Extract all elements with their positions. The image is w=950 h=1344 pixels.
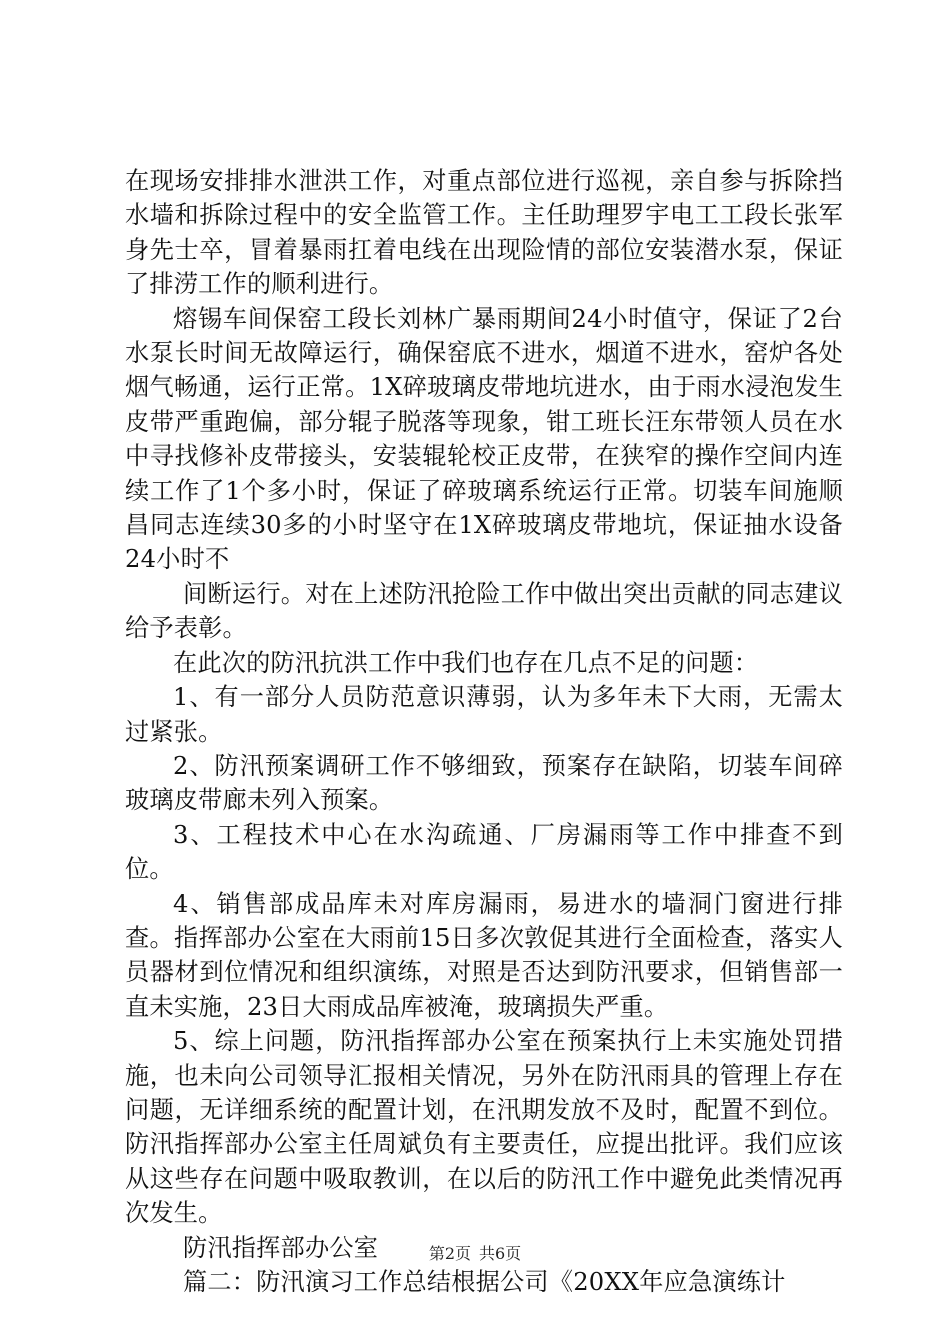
paragraph-part-two-heading: 篇二：防汛演习工作总结根据公司《20XX年应急演练计: [183, 1268, 786, 1296]
paragraph-issue-4: 4、销售部成品库未对库房漏雨，易进水的墙洞门窗进行排查。指挥部办公室在大雨前15日多次敦促其进行全面检查，落实人员器材到位情况和组织演练，对照是否达到防汛要求，但销售部一直未实施，23日大雨成品库被淹，玻璃损失严重。: [125, 889, 843, 1021]
paragraph-continuation: 在现场安排排水泄洪工作，对重点部位进行巡视，亲自参与拆除挡水墙和拆除过程中的安全监管工作。主任助理罗宇电工工段长张军身先士卒，冒着暴雨扛着电线在出现险情的部位安装潜水泵，保证了排涝工作的顺利进行。: [125, 167, 843, 299]
paragraph-commendation: 间断运行。对在上述防汛抢险工作中做出突出贡献的同志建议给予表彰。: [125, 579, 843, 643]
document-body: [125, 164, 843, 1299]
paragraph-issue-3: 3、工程技术中心在水沟疏通、厂房漏雨等工作中排查不到位。: [125, 820, 843, 884]
paragraph-shortcomings-intro: 在此次的防汛抗洪工作中我们也存在几点不足的问题：: [173, 648, 759, 677]
page-footer: [0, 1244, 950, 1264]
paragraph-issue-2: 2、防汛预案调研工作不够细致，预案存在缺陷，切装车间碎玻璃皮带廊未列入预案。: [125, 751, 843, 815]
page-number-total: 共6页: [479, 1244, 522, 1263]
page-number-current: 第2页: [428, 1244, 471, 1263]
paragraph-issue-5: 5、综上问题，防汛指挥部办公室在预案执行上未实施处罚措施，也未向公司领导汇报相关情况，另外在防汛雨具的管理上存在问题，无详细系统的配置计划，在汛期发放不及时，配置不到位。防汛指挥部办公室主任周斌负有主要责任，应提出批评。我们应该从这些存在问题中吸取教训，在以后的防汛工作中避免此类情况再次发生。: [125, 1027, 843, 1228]
paragraph-issue-1: 1、有一部分人员防范意识薄弱，认为多年未下大雨，无需太过紧张。: [125, 683, 843, 746]
signature-office: 防汛指挥部办公室: [183, 1233, 379, 1262]
paragraph-furnace-team: 熔锡车间保窑工段长刘林广暴雨期间24小时值守，保证了2台水泵长时间无故障运行，确保窑底不进水，烟道不进水，窑炉各处烟气畅通，运行正常。1X碎玻璃皮带地坑进水，由于雨水浸泡发生皮带严重跑偏，部分辊子脱落等现象，钳工班长汪东带领人员在水中寻找修补皮带接头，安装辊轮校正皮带，在狭窄的操作空间内连续工作了1个多小时，保证了碎玻璃系统运行正常。切装车间施顺昌同志连续30多的小时坚守在1X碎玻璃皮带地坑，保证抽水设备24小时不: [125, 304, 843, 574]
